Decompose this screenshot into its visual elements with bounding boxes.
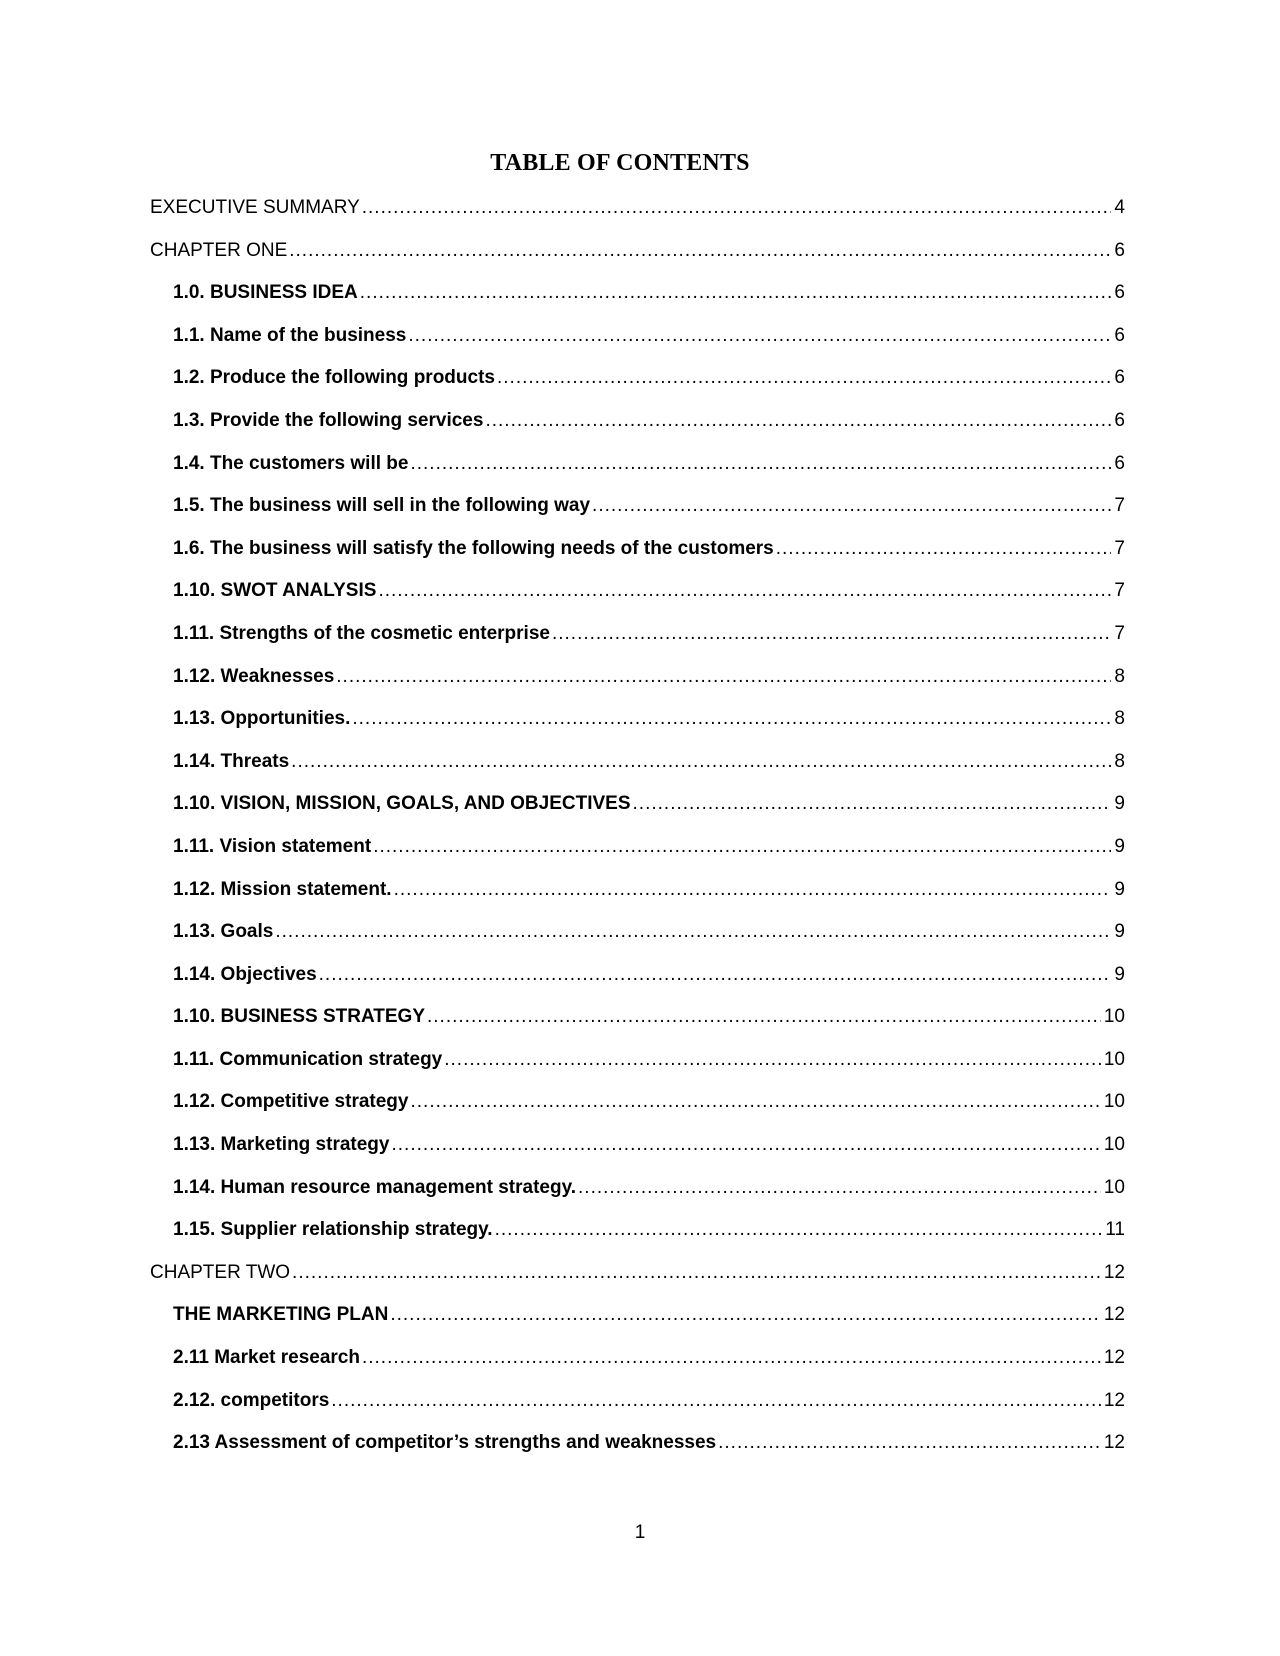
dot-leader xyxy=(291,750,1111,774)
toc-entry[interactable] xyxy=(150,750,1125,793)
toc-entry-label: 1.12. Weaknesses xyxy=(173,665,335,687)
toc-entry-label: 1.1. Name of the business xyxy=(173,324,407,346)
toc-entry-page-number: 10 xyxy=(1103,1134,1125,1156)
toc-entry-page-number: 10 xyxy=(1103,1176,1125,1198)
dot-leader xyxy=(289,239,1111,263)
toc-entry-label: 1.10. SWOT ANALYSIS xyxy=(173,580,377,602)
toc-entry-label: 1.10. BUSINESS STRATEGY xyxy=(173,1006,425,1028)
toc-entry[interactable] xyxy=(150,1176,1125,1219)
toc-entry[interactable] xyxy=(150,963,1125,1006)
toc-entry-page-number: 10 xyxy=(1103,1048,1125,1070)
toc-entry-page-number: 8 xyxy=(1114,665,1125,687)
dot-leader xyxy=(292,1261,1101,1285)
toc-entry[interactable] xyxy=(150,409,1125,452)
toc-entry[interactable] xyxy=(150,1090,1125,1133)
page-number: 1 xyxy=(634,1522,646,1543)
dot-leader xyxy=(776,537,1112,561)
toc-entry-page-number: 9 xyxy=(1114,793,1125,815)
toc-entry-label: 1.3. Provide the following services xyxy=(173,409,484,431)
toc-entry[interactable] xyxy=(150,1346,1125,1389)
toc-entry-label: 1.12. Mission statement. xyxy=(173,878,392,900)
toc-entry-page-number: 6 xyxy=(1114,409,1125,431)
toc-entry[interactable] xyxy=(150,1048,1125,1091)
toc-entry-label: 1.2. Produce the following products xyxy=(173,367,495,389)
toc-entry[interactable] xyxy=(150,579,1125,622)
toc-entry-label: 2.13 Assessment of competitor’s strengths and weaknesses xyxy=(173,1432,717,1454)
toc-entry-label: 1.13. Marketing strategy xyxy=(173,1134,390,1156)
toc-entry-page-number: 6 xyxy=(1114,239,1125,261)
toc-entry-page-number: 12 xyxy=(1103,1261,1125,1283)
toc-entry-label: 1.15. Supplier relationship strategy. xyxy=(173,1219,493,1241)
dot-leader xyxy=(497,366,1111,390)
dot-leader xyxy=(275,920,1111,944)
toc-entry[interactable] xyxy=(150,1133,1125,1176)
toc-entry[interactable] xyxy=(150,452,1125,495)
toc-entry-page-number: 4 xyxy=(1114,197,1125,218)
toc-entry[interactable] xyxy=(150,239,1125,282)
toc-entry[interactable] xyxy=(150,1303,1125,1346)
toc-entry-page-number: 6 xyxy=(1114,452,1125,474)
toc-entry[interactable] xyxy=(150,1431,1125,1474)
toc-entry-label: 1.14. Objectives xyxy=(173,963,317,985)
toc-entry[interactable] xyxy=(150,366,1125,409)
toc-entry-page-number: 12 xyxy=(1103,1347,1125,1369)
toc-entry-page-number: 9 xyxy=(1114,921,1125,943)
toc-entry-label: 1.6. The business will satisfy the following needs of the customers xyxy=(173,537,774,559)
toc-entry-label: CHAPTER TWO xyxy=(150,1261,291,1283)
toc-entry[interactable] xyxy=(150,196,1125,239)
table-of-contents xyxy=(150,196,1125,1474)
dot-leader xyxy=(391,1133,1100,1157)
dot-leader xyxy=(592,494,1111,518)
toc-entry-page-number: 7 xyxy=(1114,580,1125,602)
toc-entry[interactable] xyxy=(150,878,1125,921)
toc-entry-label: 1.13. Opportunities. xyxy=(173,708,351,730)
dot-leader xyxy=(410,1090,1100,1114)
page-title: TABLE OF CONTENTS xyxy=(490,150,750,176)
dot-leader xyxy=(319,963,1112,987)
dot-leader xyxy=(578,1176,1101,1200)
toc-entry-label: 1.4. The customers will be xyxy=(173,452,409,474)
toc-entry-page-number: 8 xyxy=(1114,708,1125,730)
toc-entry[interactable] xyxy=(150,665,1125,708)
toc-entry-page-number: 8 xyxy=(1114,750,1125,772)
dot-leader xyxy=(485,409,1111,433)
dot-leader xyxy=(362,196,1112,220)
toc-entry[interactable] xyxy=(150,1389,1125,1432)
dot-leader xyxy=(495,1218,1103,1242)
toc-entry-label: 1.13. Goals xyxy=(173,921,274,943)
dot-leader xyxy=(360,281,1112,305)
toc-entry-page-number: 6 xyxy=(1114,367,1125,389)
toc-entry-label: 1.5. The business will sell in the following way xyxy=(173,495,591,517)
toc-entry-page-number: 12 xyxy=(1103,1304,1125,1326)
toc-entry[interactable] xyxy=(150,281,1125,324)
dot-leader xyxy=(427,1005,1101,1029)
toc-entry-label: 1.10. VISION, MISSION, GOALS, AND OBJECTIVES xyxy=(173,793,631,815)
toc-entry-label: 1.0. BUSINESS IDEA xyxy=(173,282,358,304)
toc-entry[interactable] xyxy=(150,622,1125,665)
dot-leader xyxy=(336,665,1111,689)
dot-leader xyxy=(390,1303,1101,1327)
toc-entry-page-number: 7 xyxy=(1114,622,1125,644)
toc-entry-label: 2.12. competitors xyxy=(173,1389,330,1411)
dot-leader xyxy=(552,622,1111,646)
toc-entry-page-number: 6 xyxy=(1114,282,1125,304)
toc-entry[interactable] xyxy=(150,1261,1125,1304)
toc-entry-label: EXECUTIVE SUMMARY xyxy=(150,197,360,218)
toc-entry-label: 1.14. Threats xyxy=(173,750,290,772)
dot-leader xyxy=(378,579,1111,603)
toc-entry-label: 1.11. Strengths of the cosmetic enterprise xyxy=(173,622,550,644)
dot-leader xyxy=(394,878,1112,902)
dot-leader xyxy=(410,452,1111,476)
toc-entry-page-number: 10 xyxy=(1103,1006,1125,1028)
dot-leader xyxy=(444,1048,1101,1072)
toc-entry[interactable] xyxy=(150,1005,1125,1048)
toc-entry[interactable] xyxy=(150,324,1125,367)
toc-entry-page-number: 9 xyxy=(1114,835,1125,857)
toc-entry[interactable] xyxy=(150,1218,1125,1261)
toc-entry-label: CHAPTER ONE xyxy=(150,239,288,261)
dot-leader xyxy=(373,835,1111,859)
toc-entry[interactable] xyxy=(150,537,1125,580)
toc-entry[interactable] xyxy=(150,920,1125,963)
toc-entry-label: 1.11. Communication strategy xyxy=(173,1048,443,1070)
toc-entry-page-number: 12 xyxy=(1103,1432,1125,1454)
toc-entry-page-number: 9 xyxy=(1114,878,1125,900)
toc-entry-page-number: 6 xyxy=(1114,324,1125,346)
toc-entry[interactable] xyxy=(150,792,1125,835)
toc-entry[interactable] xyxy=(150,835,1125,878)
toc-entry-label: 2.11 Market research xyxy=(173,1347,360,1369)
toc-entry-page-number: 9 xyxy=(1114,963,1125,985)
dot-leader xyxy=(352,707,1111,731)
toc-entry[interactable] xyxy=(150,707,1125,750)
dot-leader xyxy=(362,1346,1101,1370)
dot-leader xyxy=(408,324,1111,348)
toc-entry-label: 1.14. Human resource management strategy. xyxy=(173,1176,577,1198)
dot-leader xyxy=(331,1389,1101,1413)
toc-entry-page-number: 11 xyxy=(1105,1219,1125,1241)
toc-entry-page-number: 7 xyxy=(1114,537,1125,559)
dot-leader xyxy=(633,792,1112,816)
toc-entry-label: 1.12. Competitive strategy xyxy=(173,1091,409,1113)
dot-leader xyxy=(718,1431,1101,1455)
toc-entry-page-number: 12 xyxy=(1103,1389,1125,1411)
toc-entry-label: THE MARKETING PLAN xyxy=(173,1304,389,1326)
toc-entry-page-number: 7 xyxy=(1114,495,1125,517)
toc-entry-label: 1.11. Vision statement xyxy=(173,835,372,857)
toc-entry[interactable] xyxy=(150,494,1125,537)
toc-entry-page-number: 10 xyxy=(1103,1091,1125,1113)
